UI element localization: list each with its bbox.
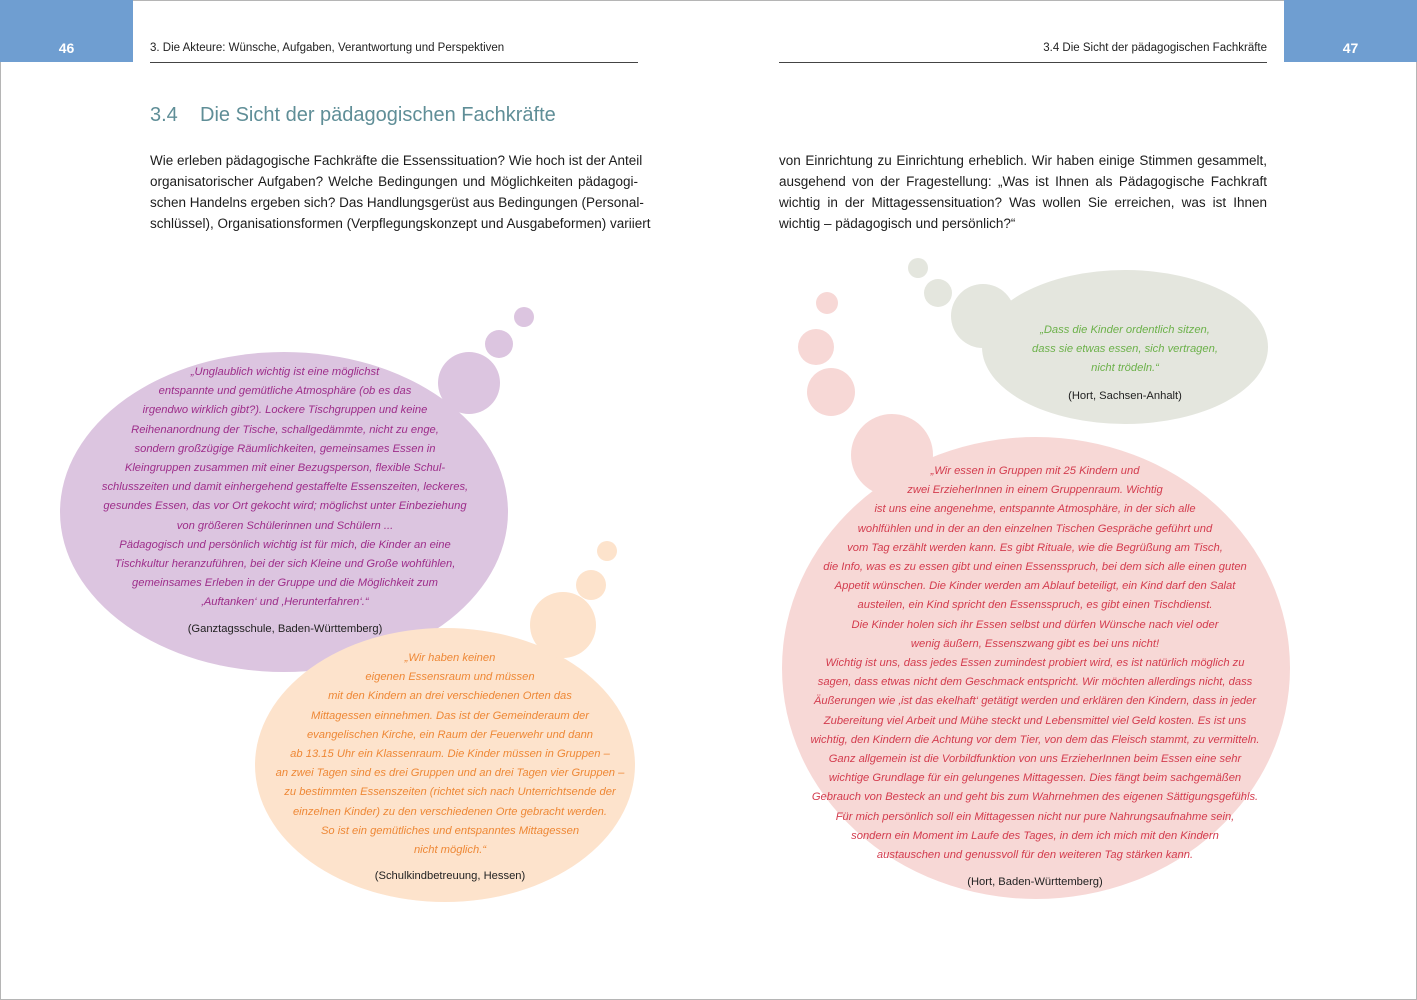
quote-line: ist uns eine angenehme, entspannte Atmosphäre, in der sich alle (874, 503, 1196, 516)
quote-line: Ganz allgemein ist die Vorbildfunktion von uns ErzieherInnen beim Essen eine sehr (828, 753, 1242, 766)
green-bubble-dot (924, 279, 952, 307)
quote-line: wenig äußern, Essenszwang gibt es bei uns nicht! (910, 637, 1160, 650)
quote-line: zwei ErzieherInnen in einem Gruppenraum. Wichtig (907, 484, 1163, 497)
red-bubble-dot (798, 329, 834, 365)
right-running-title: 3.4 Die Sicht der pädagogischen Fachkräfte (1043, 42, 1267, 54)
quote-ganztagsschule (90, 363, 480, 613)
quote-line: sagen, dass etwas nicht dem Geschmack entspricht. Wir möchten allerdings nicht, dass (817, 676, 1253, 689)
quote-hort-sachsen-anhalt (1005, 321, 1245, 379)
quote-line: eigenen Essensraum und müssen (365, 671, 535, 684)
quote-line: Mittagessen einnehmen. Das ist der Gemeinderaum der (311, 709, 589, 722)
quote-line: einzelnen Kinder) zu den verschiedenen Orte gebracht werden. (292, 805, 608, 818)
quote-line: austauschen und genussvoll für den weiteren Tag stärken kann. (876, 849, 1194, 862)
orange-bubble-dot (576, 570, 606, 600)
quote-line: Reihenanordnung der Tische, schallgedämmte, nicht zu enge, (131, 423, 439, 436)
quote-line: gemeinsames Erleben in der Gruppe und die Möglichkeit zum (132, 577, 438, 590)
left-running-title: 3. Die Akteure: Wünsche, Aufgaben, Verantwortung und Perspektiven (150, 42, 505, 54)
quote-line: mit den Kindern an drei verschiedenen Orten das (328, 690, 572, 703)
red-bubble-dot (807, 368, 855, 416)
green-bubble-dot (908, 258, 928, 278)
intro-left-line: schen Handelns ergeben sich? Das Handlungsgerüst aus Bedingungen (Personal- (150, 195, 644, 210)
quote-line: Appetit wünschen. Die Kinder werden am Ablauf beteiligt, ein Kind darf den Salat (834, 580, 1236, 593)
intro-left-line: schlüssel), Organisationsformen (Verpflegungskonzept und Ausgabeformen) variiert (150, 216, 651, 231)
quote-line: „Dass die Kinder ordentlich sitzen, (1040, 324, 1210, 336)
quote-hort-baden-wuerttemberg (800, 462, 1270, 865)
quote-line: Pädagogisch und persönlich wichtig ist für mich, die Kinder an eine (119, 538, 451, 551)
intro-right-line: wichtig – pädagogisch und persönlich?“ (779, 216, 1016, 231)
quote-schulkindbetreuung (255, 649, 645, 860)
quote-line: entspannte und gemütliche Atmosphäre (ob es das (158, 385, 412, 398)
quote-line: sondern großzügige Räumlichkeiten, gemeinsames Essen in (134, 442, 436, 455)
orange-bubble-dot (597, 541, 617, 561)
intro-right-line: von Einrichtung zu Einrichtung erheblich. Wir haben einige Stimmen gesammelt, (779, 153, 1267, 168)
left-page-number: 46 (0, 0, 133, 62)
quote-line: schlusszeiten und damit einhergehend gestaffelte Essenszeiten, leckeres, (101, 481, 469, 494)
quote-line: von größeren Schülerinnen und Schülern ... (176, 519, 394, 532)
quote-line: Kleingruppen zusammen mit einer Bezugsperson, flexible Schul- (124, 462, 446, 475)
right-page-number: 47 (1284, 0, 1417, 62)
quote-line: evangelischen Kirche, ein Raum der Feuerwehr und dann (306, 728, 594, 741)
source-hort-sachsen-anhalt: (Hort, Sachsen-Anhalt) (1068, 390, 1182, 402)
quote-line: nicht möglich.“ (413, 844, 487, 857)
quote-line: wichtig, den Kindern die Achtung vor dem Tier, von dem das Fleisch stammt, zu vermitteln. (810, 733, 1260, 746)
intro-right-line: wichtig in der Mittagessensituation? Was wollen Sie erreichen, was ist Ihnen (779, 195, 1267, 210)
quote-line: wohlfühlen und in der an den einzelnen Tischen Gespräche geführt und (857, 522, 1213, 535)
intro-right-line: ausgehend von der Fragestellung: „Was ist Ihnen als Pädagogische Fachkraft (779, 174, 1267, 189)
quote-line: an zwei Tagen sind es drei Gruppen und an drei Tagen vier Gruppen – (275, 767, 625, 780)
source-hort-baden-wuerttemberg: (Hort, Baden-Württemberg) (967, 876, 1103, 888)
section-title: Die Sicht der pädagogischen Fachkräfte (200, 104, 556, 126)
quote-line: zu bestimmten Essenszeiten (richtet sich nach Unterrichtsende der (284, 786, 616, 799)
source-schulkindbetreuung: (Schulkindbetreuung, Hessen) (374, 870, 526, 882)
quote-line: „Unglaublich wichtig ist eine möglichst (190, 366, 380, 378)
quote-line: Tischkultur heranzuführen, bei der sich Kleine und Große wohfühlen, (114, 558, 456, 571)
quote-line: Äußerungen wie ‚ist das ekelhaft‘ getätigt werden und erklären den Kindern, dass in jeder (813, 695, 1257, 708)
quote-line: austeilen, ein Kind spricht den Essensspruch, es gibt einen Tischdienst. (857, 599, 1213, 612)
quote-line: gesundes Essen, das vor Ort gekocht wird; möglichst unter Einbeziehung (103, 500, 467, 513)
quote-line: ab 13.15 Uhr ein Klassenraum. Die Kinder müssen in Gruppen – (290, 748, 610, 761)
quote-line: Wichtig ist uns, dass jedes Essen zumindest probiert wird, es ist natürlich möglich zu (825, 657, 1245, 670)
source-ganztagsschule: (Ganztagsschule, Baden-Württemberg) (187, 623, 383, 635)
quote-line: Für mich persönlich soll ein Mittagessen nicht nur pure Nahrungsaufnahme sein, (835, 810, 1235, 823)
intro-left-line: organisatorischer Aufgaben? Welche Bedingungen und Möglichkeiten pädagogi- (150, 174, 638, 189)
quote-line: Die Kinder holen sich ihr Essen selbst und dürfen Wünsche nach viel oder (851, 618, 1219, 631)
red-bubble-dot (816, 292, 838, 314)
section-number: 3.4 (150, 104, 178, 126)
quote-line: nicht trödeln.“ (1091, 362, 1159, 375)
quote-line: So ist ein gemütliches und entspanntes Mittagessen (320, 824, 580, 837)
purple-bubble-dot (514, 307, 534, 327)
quote-line: dass sie etwas essen, sich vertragen, (1032, 343, 1218, 356)
quote-line: „Wir essen in Gruppen mit 25 Kindern und (930, 465, 1140, 477)
quote-line: „Wir haben keinen (404, 652, 496, 664)
intro-left-line: Wie erleben pädagogische Fachkräfte die Essenssituation? Wie hoch ist der Anteil (150, 153, 643, 168)
quote-line: die Info, was es zu essen gibt und einen Essensspruch, bei dem sich alle einen guten (823, 561, 1247, 574)
quote-line: irgendwo wirklich gibt?). Lockere Tischgruppen und keine (142, 404, 428, 417)
purple-bubble-dot (485, 330, 513, 358)
quote-line: vom Tag erzählt werden kann. Es gibt Rituale, wie die Begrüßung am Tisch, (847, 541, 1223, 554)
quote-line: Gebrauch von Besteck an und geht bis zum Wahrnehmen des eigenen Sättigungsgefühls. (811, 791, 1259, 804)
quote-line: sondern ein Moment im Laufe des Tages, in dem ich mich mit den Kindern (851, 829, 1219, 842)
quote-line: wichtige Grundlage für ein gelungenes Mittagessen. Dies fängt beim sachgemäßen (828, 772, 1242, 785)
quote-line: Zubereitung viel Arbeit und Mühe steckt und Lebensmittel viel Geld kosten. Es ist uns (823, 714, 1247, 727)
quote-line: ‚Auftanken‘ und ‚Herunterfahren‘.“ (201, 596, 369, 609)
